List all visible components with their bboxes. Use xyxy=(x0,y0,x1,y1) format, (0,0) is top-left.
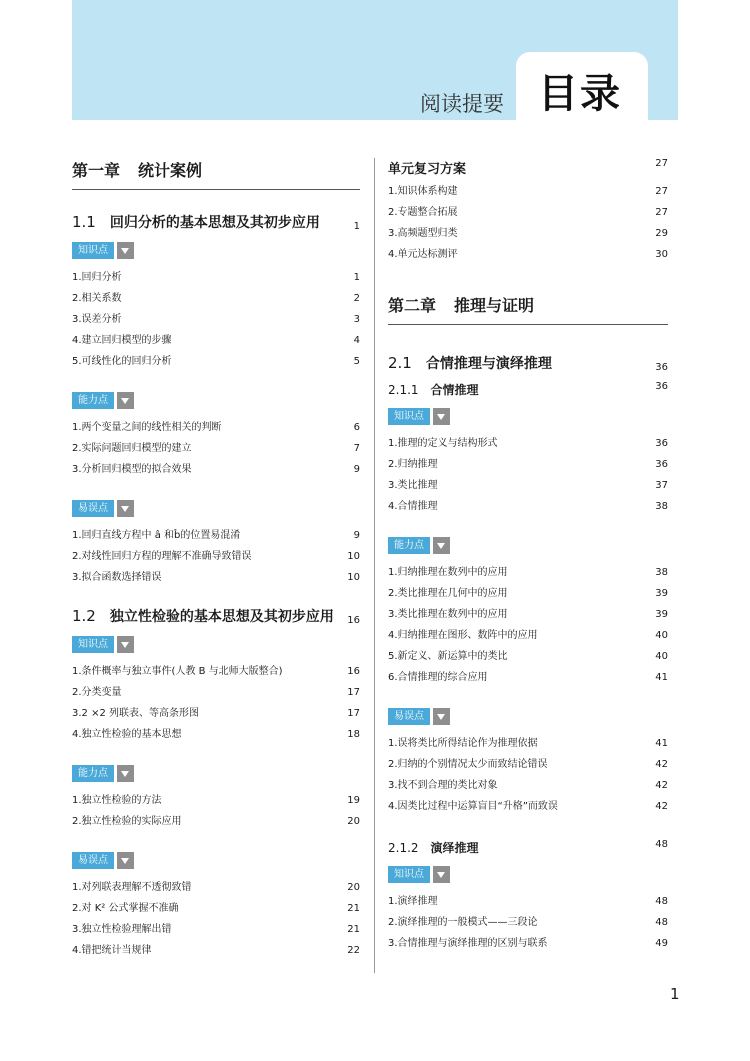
toc-entry[interactable] xyxy=(388,775,668,796)
chevron-down-icon[interactable] xyxy=(433,537,450,554)
tag-label: 能力点 xyxy=(72,765,114,782)
subsection-page: 36 xyxy=(655,381,668,392)
toc-entry-page: 36 xyxy=(655,459,668,470)
section-number: 1.1 xyxy=(72,213,96,231)
toc-entry-page: 27 xyxy=(655,186,668,197)
toc-entry-page: 39 xyxy=(655,609,668,620)
toc-entry[interactable] xyxy=(72,288,360,309)
toc-entry[interactable] xyxy=(388,583,668,604)
chevron-down-icon[interactable] xyxy=(117,636,134,653)
toc-entry-title: 1.归纳推理在数列中的应用 xyxy=(388,567,508,578)
toc-entry-title: 2.相关系数 xyxy=(72,293,122,304)
toc-entry-page: 9 xyxy=(353,530,360,541)
toc-entry-title: 4.归纳推理在图形、数阵中的应用 xyxy=(388,630,538,641)
toc-entry-title: 1.对列联表理解不透彻致错 xyxy=(72,882,192,893)
unit-title: 单元复习方案 xyxy=(388,162,467,177)
chapter-title: 统计案例 xyxy=(138,161,203,180)
toc-entry-page: 18 xyxy=(347,729,360,740)
toc-entry[interactable] xyxy=(72,525,360,546)
chapter-heading[interactable] xyxy=(388,293,668,325)
toc-list xyxy=(72,661,360,745)
toc-list xyxy=(72,267,360,372)
tag-knowledge xyxy=(388,408,668,425)
toc-entry-title: 3.类比推理 xyxy=(388,480,438,491)
toc-entry[interactable] xyxy=(388,181,668,202)
toc-entry-title: 2.归纳的个别情况太少而致结论错误 xyxy=(388,759,548,770)
toc-entry-title: 2.独立性检验的实际应用 xyxy=(72,816,182,827)
chapter-number: 第二章 xyxy=(388,296,437,315)
chevron-down-icon[interactable] xyxy=(117,392,134,409)
toc-list xyxy=(72,417,360,480)
toc-entry[interactable] xyxy=(388,754,668,775)
toc-entry-page: 21 xyxy=(347,903,360,914)
toc-entry-page: 48 xyxy=(655,896,668,907)
toc-entry-page: 1 xyxy=(353,272,360,283)
toc-entry[interactable] xyxy=(72,661,360,682)
toc-entry-title: 5.新定义、新运算中的类比 xyxy=(388,651,508,662)
toc-entry-title: 1.独立性检验的方法 xyxy=(72,795,162,806)
toc-entry-page: 20 xyxy=(347,882,360,893)
toc-entry-title: 2.分类变量 xyxy=(72,687,122,698)
toc-entry-title: 2.归纳推理 xyxy=(388,459,438,470)
chevron-down-icon[interactable] xyxy=(117,765,134,782)
section-title: 回归分析的基本思想及其初步应用 xyxy=(109,215,320,231)
toc-entry-title: 2.对线性回归方程的理解不准确导致错误 xyxy=(72,551,252,562)
toc-entry-page: 42 xyxy=(655,801,668,812)
toc-entry[interactable] xyxy=(72,724,360,745)
toc-entry[interactable] xyxy=(72,682,360,703)
tag-label: 易误点 xyxy=(72,852,114,869)
subsection-heading[interactable] xyxy=(388,839,668,856)
toc-entry-title: 1.回归直线方程中 â 和b̂的位置易混淆 xyxy=(72,530,241,541)
toc-entry[interactable] xyxy=(388,223,668,244)
toc-entry[interactable] xyxy=(72,898,360,919)
toc-entry-title: 4.错把统计当规律 xyxy=(72,945,152,956)
toc-entry-title: 6.合情推理的综合应用 xyxy=(388,672,488,683)
toc-entry-title: 3.拟合函数选择错误 xyxy=(72,572,162,583)
toc-list xyxy=(388,891,668,954)
tag-label: 能力点 xyxy=(388,537,430,554)
toc-list xyxy=(388,181,668,265)
toc-entry-page: 6 xyxy=(353,422,360,433)
toc-entry[interactable] xyxy=(72,417,360,438)
toc-entry[interactable] xyxy=(388,796,668,817)
tag-label: 易误点 xyxy=(72,500,114,517)
toc-entry[interactable] xyxy=(72,330,360,351)
toc-entry-page: 42 xyxy=(655,780,668,791)
toc-entry-page: 19 xyxy=(347,795,360,806)
toc-entry[interactable] xyxy=(388,912,668,933)
toc-entry[interactable] xyxy=(72,546,360,567)
section-number: 1.2 xyxy=(72,607,96,625)
toc-entry[interactable] xyxy=(388,202,668,223)
toc-entry-title: 1.两个变量之间的线性相关的判断 xyxy=(72,422,222,433)
subsection-heading[interactable] xyxy=(388,381,668,398)
section-title: 独立性检验的基本思想及其初步应用 xyxy=(109,609,334,625)
subsection-number: 2.1.1 xyxy=(388,383,419,397)
toc-list xyxy=(72,790,360,832)
toc-entry-page: 41 xyxy=(655,738,668,749)
toc-list xyxy=(72,525,360,588)
toc-entry-title: 4.合情推理 xyxy=(388,501,438,512)
tag-ability xyxy=(72,392,360,409)
chapter-number: 第一章 xyxy=(72,161,121,180)
toc-entry-page: 3 xyxy=(353,314,360,325)
toc-entry[interactable] xyxy=(72,351,360,372)
toc-entry-title: 3.分析回归模型的拟合效果 xyxy=(72,464,192,475)
toc-entry[interactable] xyxy=(388,475,668,496)
chevron-down-icon[interactable] xyxy=(117,852,134,869)
section-page: 1 xyxy=(353,221,360,232)
tag-error xyxy=(388,708,668,725)
chevron-down-icon[interactable] xyxy=(433,408,450,425)
toc-list xyxy=(388,433,668,517)
toc-entry[interactable] xyxy=(388,454,668,475)
toc-entry-page: 42 xyxy=(655,759,668,770)
tag-knowledge xyxy=(388,866,668,883)
chapter-heading[interactable] xyxy=(72,158,360,190)
tag-ability xyxy=(72,765,360,782)
toc-entry-page: 36 xyxy=(655,438,668,449)
toc-entry-page: 20 xyxy=(347,816,360,827)
section-title: 合情推理与演绎推理 xyxy=(425,356,552,372)
toc-entry-title: 3.2 ×2 列联表、等高条形图 xyxy=(72,708,200,719)
toc-entry[interactable] xyxy=(72,703,360,724)
toc-entry[interactable] xyxy=(388,562,668,583)
toc-entry[interactable] xyxy=(72,877,360,898)
toc-entry[interactable] xyxy=(72,309,360,330)
toc-entry-title: 3.高频题型归类 xyxy=(388,228,458,239)
toc-entry[interactable] xyxy=(388,625,668,646)
toc-entry-page: 10 xyxy=(347,551,360,562)
toc-entry-title: 1.知识体系构建 xyxy=(388,186,458,197)
tag-knowledge xyxy=(72,242,360,259)
toc-entry-page: 2 xyxy=(353,293,360,304)
toc-entry-page: 38 xyxy=(655,501,668,512)
toc-entry-title: 4.单元达标测评 xyxy=(388,249,458,260)
toc-entry[interactable] xyxy=(72,459,360,480)
section-page: 36 xyxy=(655,362,668,373)
subsection-number: 2.1.2 xyxy=(388,841,419,855)
unit-review-heading[interactable] xyxy=(388,158,668,177)
tag-label: 能力点 xyxy=(72,392,114,409)
tag-knowledge xyxy=(72,636,360,653)
tag-label: 知识点 xyxy=(388,408,430,425)
toc-entry-title: 1.演绎推理 xyxy=(388,896,438,907)
tag-ability xyxy=(388,537,668,554)
toc-entry-page: 48 xyxy=(655,917,668,928)
toc-entry-page: 40 xyxy=(655,651,668,662)
toc-entry-page: 9 xyxy=(353,464,360,475)
page-number: 1 xyxy=(670,985,680,1003)
toc-entry[interactable] xyxy=(388,891,668,912)
toc-entry[interactable] xyxy=(388,433,668,454)
tag-label: 知识点 xyxy=(72,242,114,259)
section-heading[interactable] xyxy=(72,606,360,626)
toc-left-column xyxy=(72,158,360,961)
toc-entry[interactable] xyxy=(388,667,668,688)
chevron-down-icon[interactable] xyxy=(117,500,134,517)
toc-entry[interactable] xyxy=(388,244,668,265)
toc-entry-page: 27 xyxy=(655,207,668,218)
tag-error xyxy=(72,852,360,869)
toc-entry[interactable] xyxy=(72,919,360,940)
toc-entry-page: 21 xyxy=(347,924,360,935)
toc-entry[interactable] xyxy=(388,646,668,667)
chevron-down-icon[interactable] xyxy=(433,708,450,725)
toc-list xyxy=(388,562,668,688)
toc-entry-title: 2.演绎推理的一般模式——三段论 xyxy=(388,917,538,928)
toc-entry-title: 1.推理的定义与结构形式 xyxy=(388,438,498,449)
toc-entry-title: 5.可线性化的回归分析 xyxy=(72,356,172,367)
toc-entry-page: 16 xyxy=(347,666,360,677)
toc-entry-page: 17 xyxy=(347,687,360,698)
section-number: 2.1 xyxy=(388,354,412,372)
subsection-title: 合情推理 xyxy=(430,383,479,397)
toc-entry[interactable] xyxy=(72,811,360,832)
toc-entry[interactable] xyxy=(72,438,360,459)
toc-entry-title: 3.误差分析 xyxy=(72,314,122,325)
tag-error xyxy=(72,500,360,517)
toc-entry[interactable] xyxy=(388,604,668,625)
toc-entry[interactable] xyxy=(72,790,360,811)
page-title: 目录 xyxy=(538,71,622,117)
toc-entry-page: 7 xyxy=(353,443,360,454)
toc-entry[interactable] xyxy=(388,496,668,517)
toc-entry-page: 40 xyxy=(655,630,668,641)
toc-entry-page: 39 xyxy=(655,588,668,599)
unit-page: 27 xyxy=(655,158,668,169)
section-page: 16 xyxy=(347,615,360,626)
toc-entry-page: 30 xyxy=(655,249,668,260)
subsection-title: 演绎推理 xyxy=(430,841,479,855)
column-divider xyxy=(374,158,375,973)
section-heading[interactable] xyxy=(72,212,360,232)
toc-entry-page: 38 xyxy=(655,567,668,578)
toc-entry-title: 1.条件概率与独立事件(人教 B 与北师大版整合) xyxy=(72,666,283,677)
subsection-page: 48 xyxy=(655,839,668,850)
toc-entry-page: 37 xyxy=(655,480,668,491)
toc-entry-title: 3.类比推理在数列中的应用 xyxy=(388,609,508,620)
toc-list xyxy=(388,733,668,817)
chapter-title: 推理与证明 xyxy=(454,296,535,315)
toc-entry-title: 2.实际问题回归模型的建立 xyxy=(72,443,192,454)
toc-entry-title: 4.建立回归模型的步骤 xyxy=(72,335,172,346)
toc-entry[interactable] xyxy=(72,567,360,588)
toc-entry-title: 2.类比推理在几何中的应用 xyxy=(388,588,508,599)
toc-entry-title: 3.找不到合理的类比对象 xyxy=(388,780,498,791)
chevron-down-icon[interactable] xyxy=(117,242,134,259)
toc-entry-page: 4 xyxy=(353,335,360,346)
toc-entry-title: 2.对 K² 公式掌握不准确 xyxy=(72,903,179,914)
toc-entry-page: 10 xyxy=(347,572,360,583)
toc-entry-title: 2.专题整合拓展 xyxy=(388,207,458,218)
toc-right-column xyxy=(388,158,668,954)
chevron-down-icon[interactable] xyxy=(433,866,450,883)
toc-entry-title: 3.独立性检验理解出错 xyxy=(72,924,172,935)
tag-label: 易误点 xyxy=(388,708,430,725)
toc-entry[interactable] xyxy=(72,940,360,961)
toc-list xyxy=(72,877,360,961)
toc-entry-page: 5 xyxy=(353,356,360,367)
tag-label: 知识点 xyxy=(72,636,114,653)
tag-label: 知识点 xyxy=(388,866,430,883)
header-subtitle: 阅读提要 xyxy=(420,92,504,116)
toc-entry[interactable] xyxy=(72,267,360,288)
toc-entry-page: 17 xyxy=(347,708,360,719)
toc-entry-page: 29 xyxy=(655,228,668,239)
toc-entry-title: 4.独立性检验的基本思想 xyxy=(72,729,182,740)
toc-entry-title: 4.因类比过程中运算盲目“升格”而致误 xyxy=(388,801,558,812)
toc-entry-page: 41 xyxy=(655,672,668,683)
toc-entry-page: 22 xyxy=(347,945,360,956)
toc-entry-page: 49 xyxy=(655,938,668,949)
toc-entry-title: 1.误将类比所得结论作为推理依据 xyxy=(388,738,538,749)
toc-entry-title: 3.合情推理与演绎推理的区别与联系 xyxy=(388,938,548,949)
toc-entry-title: 1.回归分析 xyxy=(72,272,122,283)
section-heading[interactable] xyxy=(388,353,668,373)
toc-entry[interactable] xyxy=(388,733,668,754)
toc-entry[interactable] xyxy=(388,933,668,954)
